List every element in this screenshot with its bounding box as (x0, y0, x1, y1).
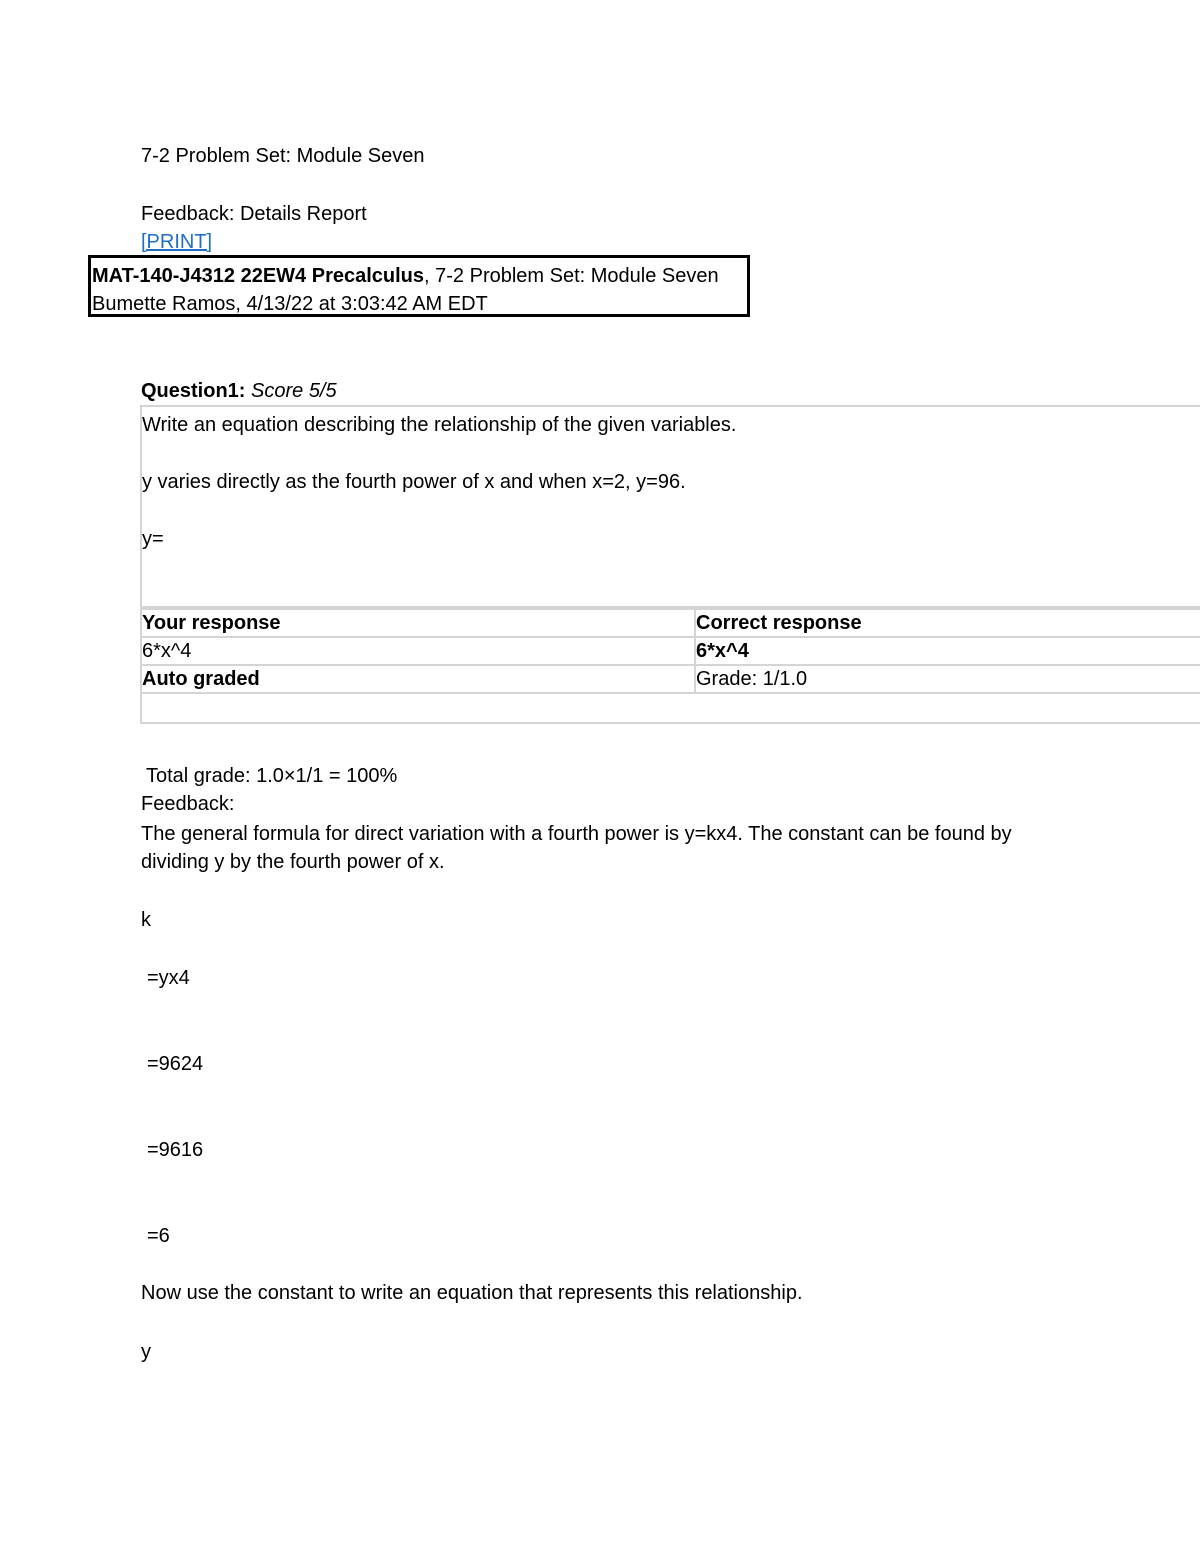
step-2: =9624 (147, 1053, 204, 1075)
response-value-row (141, 637, 1200, 665)
your-response-value: 6*x^4 (141, 637, 695, 665)
feedback-heading: Feedback: Details Report (141, 203, 367, 225)
correct-response-value: 6*x^4 (695, 637, 1200, 665)
k-label: k (141, 909, 151, 931)
question-prompt: Write an equation describing the relationship of the given variables. (142, 414, 737, 436)
response-table (140, 608, 1200, 724)
question-box (140, 405, 1200, 608)
y-label: y (141, 1341, 151, 1363)
grade-value: Grade: 1/1.0 (695, 665, 1200, 693)
feedback-text: The general formula for direct variation with a fourth power is y=kx4. The constant can be found by dividing y by the fourth power of x. (141, 823, 1012, 873)
correct-response-header: Correct response (695, 609, 1200, 637)
feedback-label: Feedback: (141, 793, 235, 815)
now-use-text: Now use the constant to write an equation that represents this relationship. (141, 1282, 803, 1304)
doc-title: 7-2 Problem Set: Module Seven (141, 145, 425, 167)
step-3: =9616 (147, 1139, 204, 1161)
question-score: Score 5/5 (245, 380, 337, 402)
response-header-row (141, 609, 1200, 637)
assignment-header-box (88, 255, 750, 317)
grading-row (141, 665, 1200, 693)
answer-prefix: y= (142, 528, 164, 550)
assignment-name: , 7-2 Problem Set: Module Seven (424, 265, 719, 287)
course-name: MAT-140-J4312 22EW4 Precalculus (92, 265, 425, 287)
step-4: =6 (147, 1225, 170, 1247)
empty-row (141, 693, 1200, 723)
course-line (92, 262, 719, 290)
student-line: Bumette Ramos, 4/13/22 at 3:03:42 AM EDT (92, 293, 488, 315)
question-heading (141, 377, 337, 405)
grading-label: Auto graded (141, 665, 695, 693)
total-grade: Total grade: 1.0×1/1 = 100% (146, 765, 398, 787)
empty-cell (141, 693, 1200, 723)
print-link[interactable]: [PRINT] (141, 231, 213, 253)
step-1: =yx4 (147, 967, 190, 989)
question-label: Question1: (141, 380, 246, 402)
your-response-header: Your response (141, 609, 695, 637)
question-statement: y varies directly as the fourth power of x and when x=2, y=96. (142, 471, 686, 493)
